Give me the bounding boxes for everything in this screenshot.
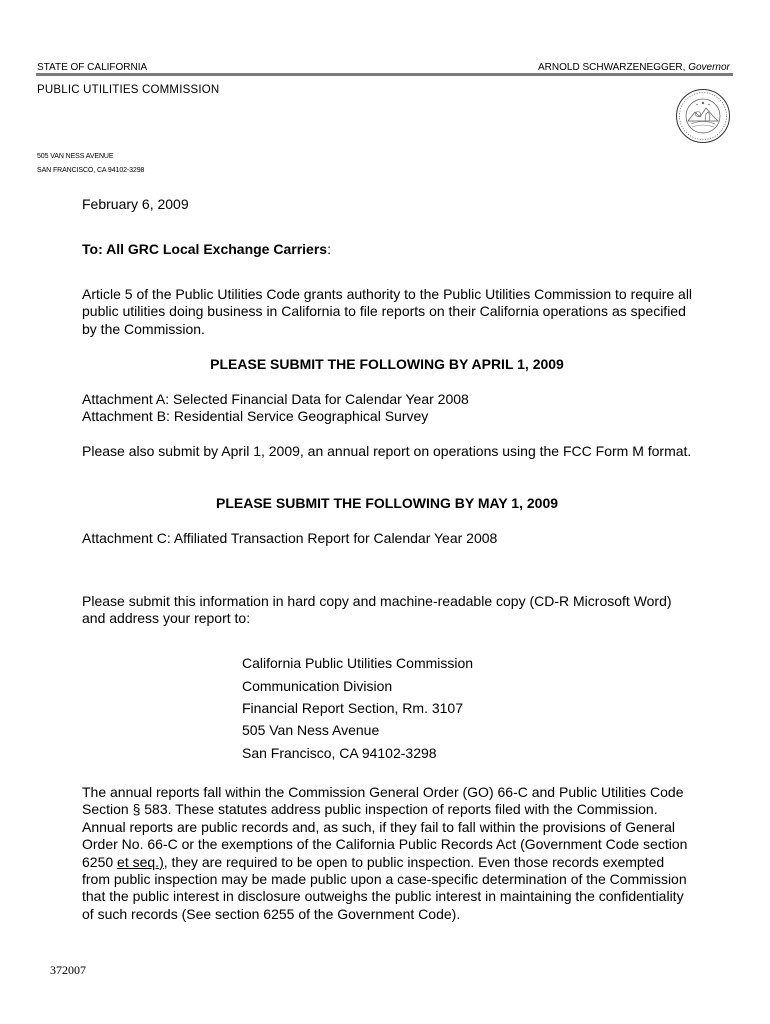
state-seal-icon [675,88,731,144]
public-records-text-1: The annual reports fall within the Commission General Order (GO) 66-C and Public Utilities Code Section § 583. These statutes address public inspection of reports filed with the Commission. Annual reports are public records and, as such, if they fail to fall within the provisions of General Order No. 66-C or the exemptions of the California Public Records Act (Government Code section 6250 [82,784,688,870]
mailing-address-line: Financial Report Section, Rm. 3107 [242,700,463,716]
mailing-address-line: Communication Division [242,678,393,694]
may-deadline-heading: PLEASE SUBMIT THE FOLLOWING BY MAY 1, 2009 [215,495,559,511]
attachment-a: Attachment A: Selected Financial Data for Calendar Year 2008 [82,391,469,407]
address-line-1: 505 VAN NESS AVENUE [37,153,114,160]
letter-date: February 6, 2009 [82,196,189,212]
recipient-colon: : [327,241,331,257]
document-code: 372007 [50,963,86,977]
mailing-address-line: 505 Van Ness Avenue [242,722,380,738]
header-rule [36,73,733,76]
recipient-label: To: All GRC Local Exchange Carriers [82,241,328,257]
fcc-form-paragraph: Please also submit by April 1, 2009, an annual report on operations using the FCC Form M format. [82,443,692,459]
april-deadline-heading: PLEASE SUBMIT THE FOLLOWING BY APRIL 1, 2009 [210,356,564,372]
address-line-2: SAN FRANCISCO, CA 94102-3298 [37,167,145,174]
governor-title: Governor [688,62,730,73]
attachment-b: Attachment B: Residential Service Geographical Survey [82,408,429,424]
mailing-address-line: California Public Utilities Commission [242,655,474,671]
recipient-line [82,241,331,258]
et-seq-reference: et seq.) [117,853,164,870]
governor-name: ARNOLD SCHWARZENEGGER, [538,62,686,73]
state-label: STATE OF CALIFORNIA [37,62,148,73]
public-records-paragraph [82,784,694,923]
attachment-c: Attachment C: Affiliated Transaction Report for Calendar Year 2008 [82,530,498,546]
submission-instructions: Please submit this information in hard copy and machine-readable copy (CD-R Microsoft Word) and address your report to: [82,593,672,627]
agency-name: PUBLIC UTILITIES COMMISSION [37,84,220,96]
public-records-text-2: , they are required to be open to public inspection. Even those records exempted from public inspection may be made public upon a case-specific determination of the Commission that the public interest in disclosure outweighs the public interest in maintaining the confidentiality of such records (See section 6255 of the Government Code). [82,853,687,922]
mailing-address-line: San Francisco, CA 94102-3298 [242,745,437,761]
intro-paragraph: Article 5 of the Public Utilities Code grants authority to the Public Utilities Commission to require all public utilities doing business in California to file reports on their California operations as specified by the Commission. [82,286,693,337]
